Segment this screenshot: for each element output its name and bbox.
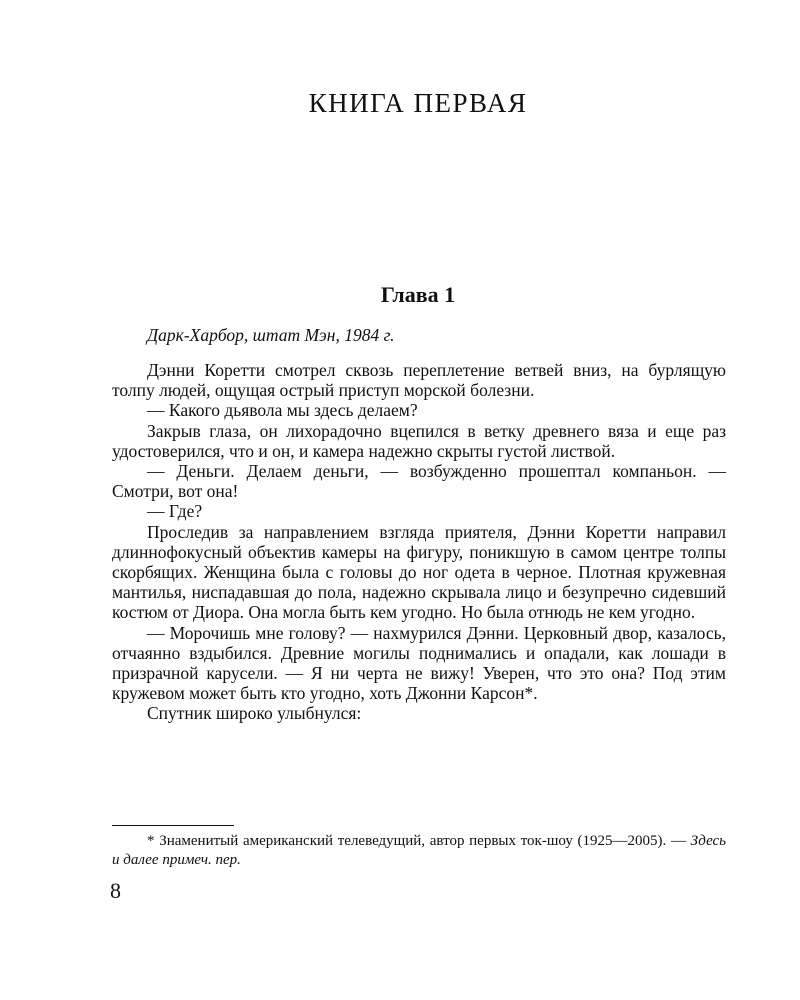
page-number: 8 bbox=[110, 878, 121, 903]
paragraph: Проследив за направлением взгляда приятеля, Дэнни Коретти направил длиннофокусный объектив камеры на фигуру, поникшую в самом центре толпы скорбящих. Женщина была с головы до ног одета в черное. Плотная кружевная мантилья, ниспадавшая до пола, надежно скрывала лицо и безупречно сидевший костюм от Диора. Она могла быть кем угодно. Но была отнюдь не кем угодно. bbox=[112, 521, 726, 623]
paragraph: — Где? bbox=[147, 501, 203, 522]
paragraph: — Деньги. Делаем деньги, — возбужденно прошептал компаньон. — Смотри, вот она! bbox=[112, 461, 726, 502]
footnote-divider bbox=[112, 825, 234, 826]
epigraph: Дарк-Харбор, штат Мэн, 1984 г. bbox=[147, 325, 395, 345]
footnote-italic: Здесь и далее примеч. пер. bbox=[112, 833, 727, 868]
paragraph: — Какого дьявола мы здесь делаем? bbox=[147, 400, 418, 421]
book-title: КНИГА ПЕРВАЯ bbox=[308, 88, 528, 118]
chapter-title: Глава 1 bbox=[380, 282, 456, 307]
paragraph: Закрыв глаза, он лихорадочно вцепился в ветку древнего вяза и еще раз удостоверился, что и он, и камера надежно скрыты густой листвой. bbox=[112, 420, 726, 461]
paragraph: — Морочишь мне голову? — нахмурился Дэнни. Церковный двор, казалось, отчаянно вздыбился. Древние могилы поднимались и опадали, как лошади в призрачной карусели. — Я ни черта не вижу! Уверен, что это она? Под этим кружевом может быть кто угодно, хоть Джонни Карсон*. bbox=[112, 622, 726, 704]
footnote-text: * Знаменитый американский телеведущий, автор первых ток-шоу (1925—2005). — bbox=[147, 833, 686, 849]
body-text bbox=[112, 360, 726, 724]
paragraph: Спутник широко улыбнулся: bbox=[147, 703, 362, 724]
footnote bbox=[112, 832, 726, 869]
paragraph: Дэнни Коретти смотрел сквозь переплетение ветвей вниз, на бурлящую толпу людей, ощущая острый приступ морской болезни. bbox=[112, 360, 726, 401]
